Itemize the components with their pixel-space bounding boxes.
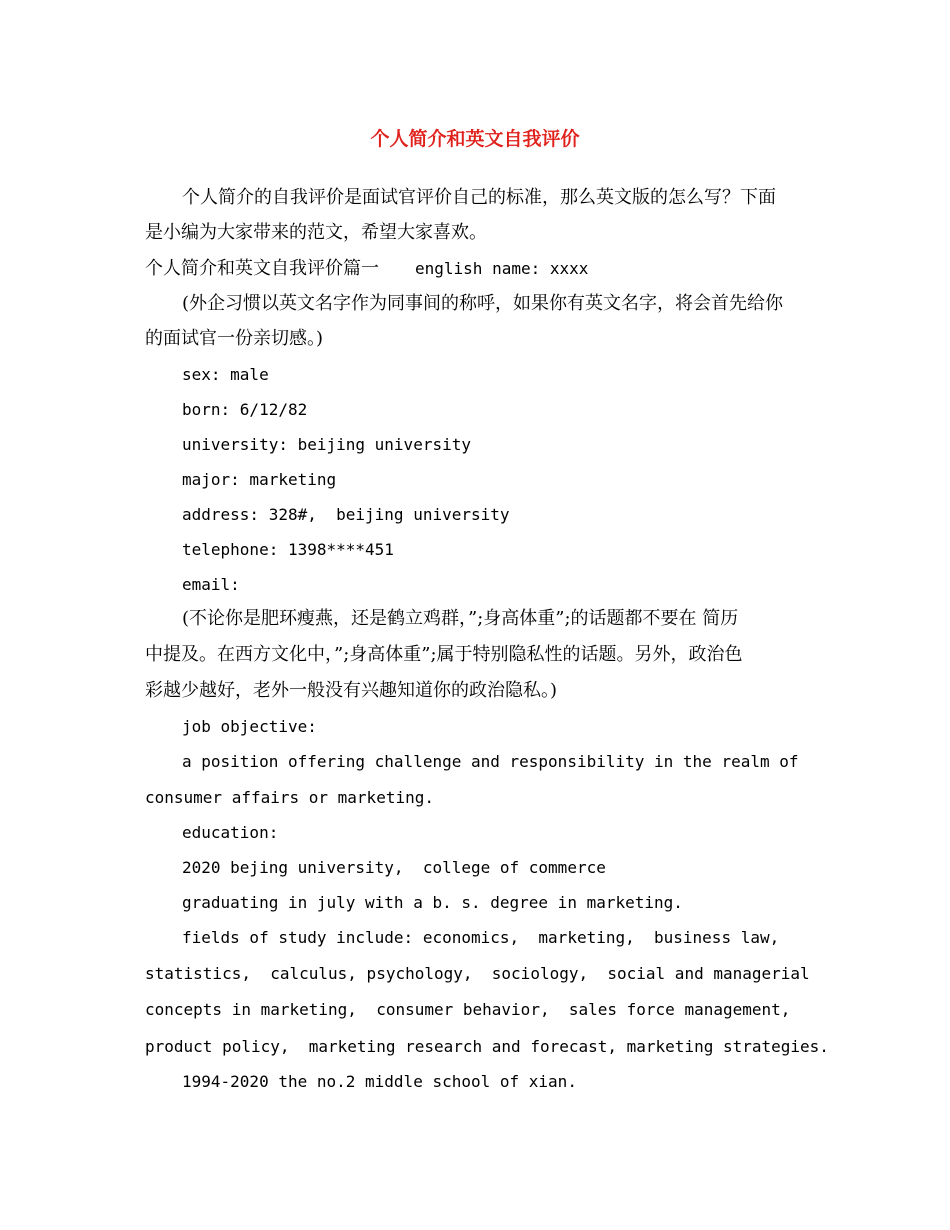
school-line: 1994-2020 the no.2 middle school of xian. (182, 1072, 577, 1091)
university-line: university: beijing university (182, 435, 471, 454)
intro-line-1: 个人简介的自我评价是面试官评价自己的标准，那么英文版的怎么写？下面 (182, 187, 776, 208)
education-line-2: graduating in july with a b. s. degree in marketing. (182, 893, 683, 912)
job-objective-heading: job objective: (182, 717, 317, 736)
note1-line-1: (外企习惯以英文名字作为同事间的称呼，如果你有英文名字，将会首先给你 (182, 293, 784, 314)
objective-line-2: consumer affairs or marketing. (145, 788, 434, 807)
section-heading-text: 个人简介和英文自我评价篇一 (145, 258, 379, 279)
document-title: 个人简介和英文自我评价 (370, 128, 580, 150)
fields-line-3: concepts in marketing, consumer behavior, sales force management, (145, 1000, 791, 1019)
email-line: email: (182, 575, 240, 594)
note2-line-2: 中提及。在西方文化中，”;身高体重”;属于特别隐私性的话题。另外，政治色 (145, 644, 743, 665)
section-heading (145, 257, 588, 281)
telephone-line: telephone: 1398****451 (182, 540, 394, 559)
education-heading: education: (182, 823, 279, 842)
fields-line-4: product policy, marketing research and forecast, marketing strategies. (145, 1037, 829, 1056)
note1-line-2: 的面试官一份亲切感。) (145, 328, 324, 349)
education-line-1: 2020 bejing university, college of commerce (182, 858, 606, 877)
fields-line-1: fields of study include: economics, marketing, business law, (182, 928, 780, 947)
address-line: address: 328#, beijing university (182, 505, 510, 524)
born-line: born: 6/12/82 (182, 400, 308, 419)
objective-line-1: a position offering challenge and responsibility in the realm of (182, 752, 799, 771)
sex-line: sex: male (182, 365, 269, 384)
note2-line-3: 彩越少越好，老外一般没有兴趣知道你的政治隐私。) (145, 680, 558, 701)
note2-line-1: (不论你是肥环瘦燕，还是鹤立鸡群，”;身高体重”;的话题都不要在 简历 (182, 608, 739, 629)
major-line: major: marketing (182, 470, 337, 489)
fields-line-2: statistics, calculus, psychology, sociology, social and managerial (145, 964, 810, 983)
intro-line-2: 是小编为大家带来的范文，希望大家喜欢。 (145, 222, 487, 243)
english-name-line: english name: xxxx (415, 259, 589, 278)
